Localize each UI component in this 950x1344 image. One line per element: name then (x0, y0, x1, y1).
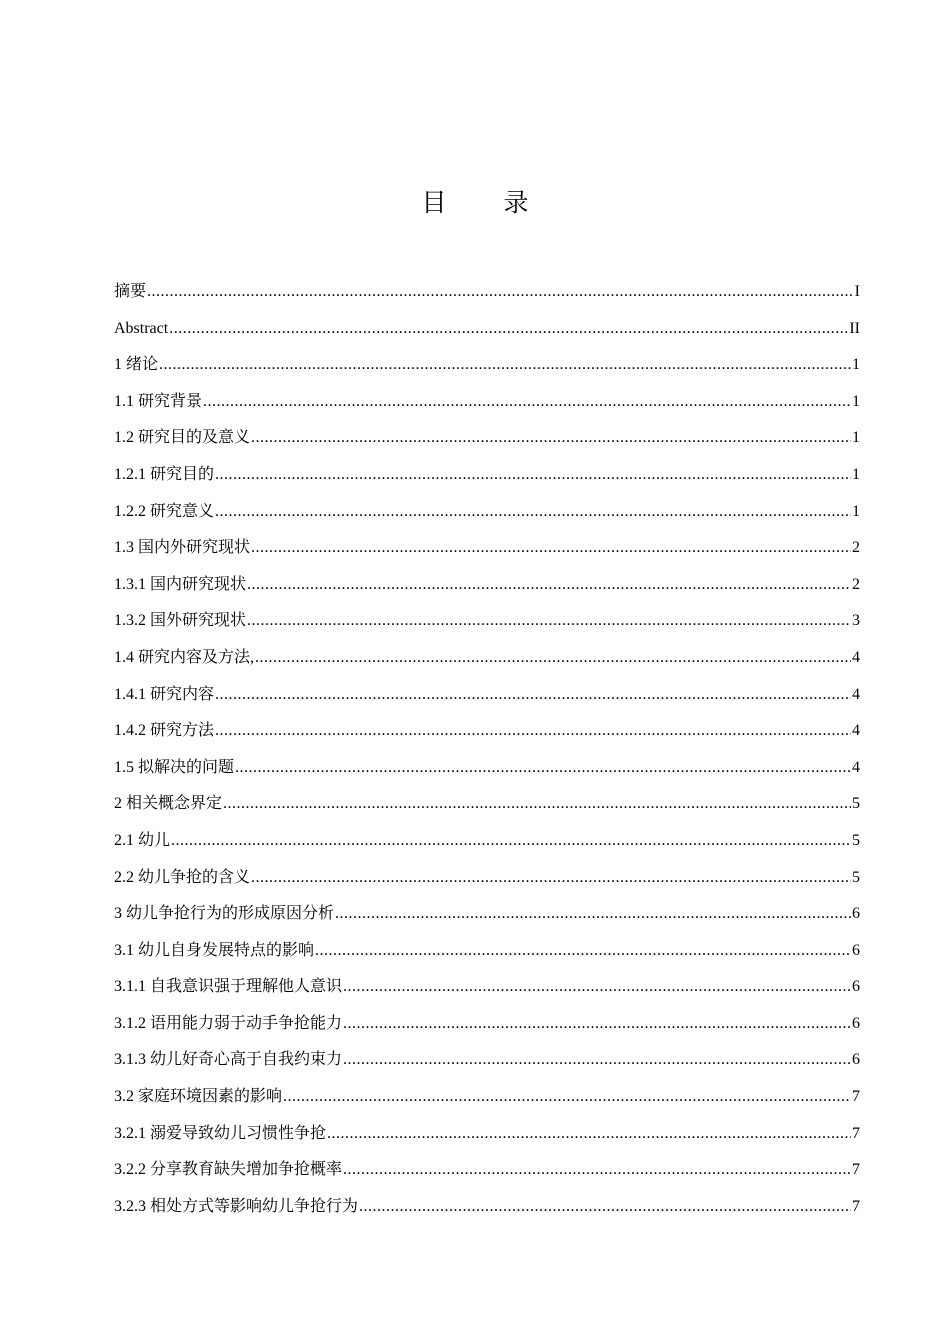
dot-leader (215, 677, 851, 714)
toc-entry-title: 3.2.2 分享教育缺失增加争抢概率 (114, 1161, 343, 1179)
dot-leader (247, 567, 851, 604)
toc-entry-title: 1.2.2 研究意义 (114, 502, 215, 520)
toc-entry[interactable] (114, 713, 860, 750)
toc-entry[interactable] (114, 677, 860, 714)
toc-entry[interactable] (114, 1189, 860, 1226)
toc-entry[interactable] (114, 494, 860, 531)
toc-entry-title: 1.2.1 研究目的 (114, 465, 215, 483)
toc-entry-page-number: 2 (852, 575, 860, 593)
toc-entry-title: 3.1.2 语用能力弱于动手争抢能力 (114, 1014, 343, 1032)
toc-entry[interactable] (114, 457, 860, 494)
dot-leader (215, 494, 851, 531)
dot-leader (223, 786, 851, 823)
toc-entry-title: 1.4.1 研究内容 (114, 685, 215, 703)
dot-leader (203, 384, 851, 421)
dot-leader (235, 750, 851, 787)
toc-entry-title: 1.5 拟解决的问题 (114, 758, 235, 776)
dot-leader (335, 896, 851, 933)
toc-entry[interactable] (114, 384, 860, 421)
toc-entry-page-number: 6 (852, 1014, 860, 1032)
toc-entry-page-number: 1 (852, 502, 860, 520)
toc-entry-title: 1.1 研究背景 (114, 392, 203, 410)
toc-entry-page-number: 6 (852, 978, 860, 996)
toc-entry-page-number: 7 (852, 1161, 860, 1179)
toc-entry[interactable] (114, 860, 860, 897)
dot-leader (215, 457, 851, 494)
toc-entry-page-number: 4 (852, 685, 860, 703)
toc-entry-page-number: 4 (852, 758, 860, 776)
dot-leader (251, 420, 851, 457)
dot-leader (283, 1079, 851, 1116)
toc-entry-title: 1.3.2 国外研究现状 (114, 612, 247, 630)
toc-entry[interactable] (114, 311, 860, 348)
toc-entry[interactable] (114, 786, 860, 823)
toc-entry[interactable] (114, 1116, 860, 1153)
dot-leader (171, 823, 851, 860)
dot-leader (147, 274, 854, 311)
toc-entry-title: 2.2 幼儿争抢的含义 (114, 868, 251, 886)
dot-leader (327, 1116, 851, 1153)
toc-entry-page-number: 1 (852, 429, 860, 447)
dot-leader (343, 1152, 851, 1189)
toc-entry[interactable] (114, 530, 860, 567)
dot-leader (251, 530, 851, 567)
toc-entry-page-number: 4 (852, 648, 860, 666)
toc-entry-title: 3.2 家庭环境因素的影响 (114, 1088, 283, 1106)
toc-entry-title: 2 相关概念界定 (114, 795, 223, 813)
toc-entry-page-number: 4 (852, 722, 860, 740)
toc-entry-page-number: 3 (852, 612, 860, 630)
dot-leader (359, 1189, 851, 1226)
toc-entry-title: 3.1.3 幼儿好奇心高于自我约束力 (114, 1051, 343, 1069)
toc-entry-page-number: I (854, 283, 860, 300)
toc-entry-page-number: 6 (852, 1051, 860, 1069)
dot-leader (343, 1042, 851, 1079)
toc-entry-page-number: 6 (852, 905, 860, 923)
toc-entry-page-number: 5 (852, 795, 860, 813)
toc-entry[interactable] (114, 969, 860, 1006)
dot-leader (255, 640, 851, 677)
toc-entry-page-number: II (849, 319, 860, 337)
toc-entry-page-number: 1 (852, 465, 860, 483)
toc-entry-title: 3.1.1 自我意识强于理解他人意识 (114, 978, 343, 996)
toc-entry[interactable] (114, 933, 860, 970)
toc-entry-page-number: 7 (852, 1197, 860, 1215)
toc-entry-page-number: 1 (852, 356, 860, 374)
toc-entry-page-number: 7 (852, 1088, 860, 1106)
toc-entry-page-number: 2 (852, 539, 860, 557)
toc-entry-page-number: 5 (852, 868, 860, 886)
dot-leader (169, 311, 848, 348)
toc-entry-page-number: 6 (852, 941, 860, 959)
toc-entry-title: 3 幼儿争抢行为的形成原因分析 (114, 905, 335, 923)
toc-entry[interactable] (114, 1006, 860, 1043)
toc-entry[interactable] (114, 1152, 860, 1189)
toc-entry-title: 3.2.3 相处方式等影响幼儿争抢行为 (114, 1197, 359, 1215)
toc-entry-page-number: 1 (852, 392, 860, 410)
toc-entry[interactable] (114, 896, 860, 933)
toc-entry[interactable] (114, 823, 860, 860)
toc-entry-title: 1.4 研究内容及方法, (114, 648, 255, 666)
dot-leader (159, 347, 851, 384)
toc-entry-title: 1.3 国内外研究现状 (114, 539, 251, 557)
toc-entry[interactable] (114, 603, 860, 640)
toc-entry[interactable] (114, 567, 860, 604)
dot-leader (215, 713, 851, 750)
dot-leader (251, 860, 851, 897)
toc-entry-title: 1.3.1 国内研究现状 (114, 575, 247, 593)
table-of-contents (114, 274, 860, 1225)
toc-entry-title: 1 绪论 (114, 356, 159, 374)
toc-entry-page-number: 5 (852, 831, 860, 849)
dot-leader (343, 1006, 851, 1043)
toc-entry-title: Abstract (114, 319, 169, 337)
toc-entry-title: 3.2.1 溺爱导致幼儿习惯性争抢 (114, 1124, 327, 1142)
dot-leader (247, 603, 851, 640)
toc-entry-title: 2.1 幼儿 (114, 831, 171, 849)
toc-entry-title: 3.1 幼儿自身发展特点的影响 (114, 941, 315, 959)
toc-entry[interactable] (114, 420, 860, 457)
toc-entry-page-number: 7 (852, 1124, 860, 1142)
toc-entry-title: 1.2 研究目的及意义 (114, 429, 251, 447)
toc-entry[interactable] (114, 347, 860, 384)
toc-entry[interactable] (114, 1042, 860, 1079)
dot-leader (315, 933, 851, 970)
toc-entry-title: 摘要 (114, 283, 147, 300)
dot-leader (343, 969, 851, 1006)
toc-entry[interactable] (114, 750, 860, 787)
toc-entry[interactable] (114, 640, 860, 677)
page-title: 目 录 (421, 190, 545, 217)
toc-entry[interactable] (114, 1079, 860, 1116)
toc-entry[interactable] (114, 274, 860, 311)
toc-entry-title: 1.4.2 研究方法 (114, 722, 215, 740)
